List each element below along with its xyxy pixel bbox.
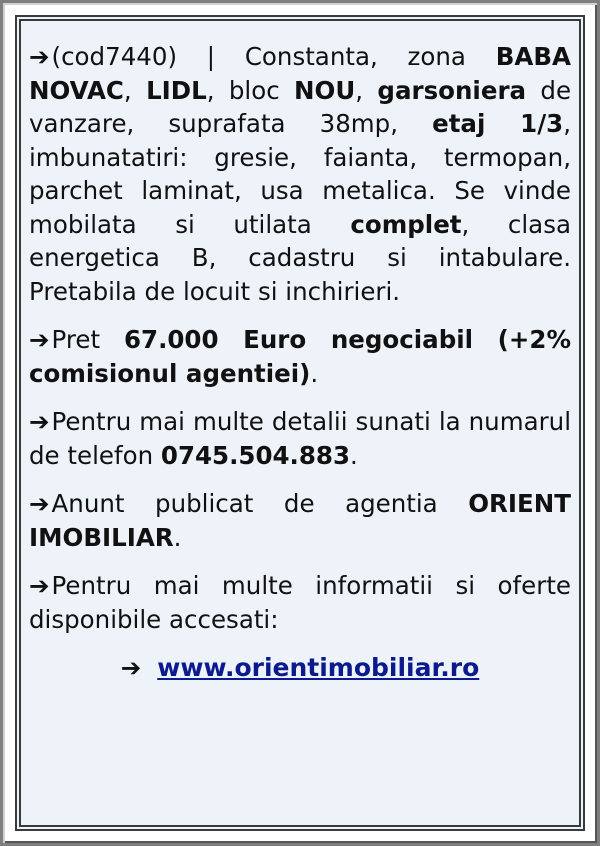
text-energy-class: , clasa energetica B, cadastru si intabulare. Pretabila de locuit si inchirieri. (29, 209, 571, 306)
text-period: . (173, 522, 182, 552)
ad-code-location: (cod7440) | Constanta, zona (51, 42, 496, 71)
arrow-icon: ➔ (29, 325, 50, 354)
agency-name: ORIENT IMOBILIAR (29, 489, 571, 552)
zone-name: BABA NOVAC (29, 42, 571, 105)
website-line (29, 651, 571, 685)
ad-description (29, 40, 571, 308)
text-area: de vanzare, suprafata 38mp, (29, 75, 572, 138)
furnishing-level: complet (350, 209, 462, 239)
arrow-icon: ➔ (29, 42, 50, 71)
text-sep: , (355, 75, 378, 105)
contact-paragraph (29, 405, 571, 472)
property-type: garsoniera (377, 75, 527, 105)
text-period: . (350, 440, 358, 470)
text-period: . (310, 358, 319, 388)
price-label: Pret (51, 325, 124, 354)
agency-text: Anunt publicat de agentia (51, 489, 469, 518)
phone-number[interactable]: 0745.504.883 (160, 440, 350, 470)
arrow-icon: ➔ (29, 489, 50, 518)
price-paragraph (29, 323, 571, 390)
arrow-icon: ➔ (29, 407, 50, 436)
text-bloc: , bloc (206, 75, 295, 105)
floor-info: etaj 1/3 (432, 109, 564, 138)
website-link[interactable]: www.orientimobiliar.ro (157, 653, 480, 682)
contact-text: Pentru mai multe detalii sunati la numarul de telefon (29, 407, 571, 470)
arrow-icon: ➔ (29, 571, 50, 600)
agency-paragraph (29, 487, 571, 554)
building-status: NOU (294, 75, 356, 105)
text-improvements: , imbunatatiri: gresie, faianta, termopan, parchet laminat, usa metalica. Se vinde mobilata si utilata (29, 109, 571, 239)
landmark: LIDL (146, 75, 207, 105)
more-info-paragraph (29, 569, 571, 636)
ad-content (29, 40, 571, 685)
text-sep: , (123, 75, 147, 105)
more-info-text: Pentru mai multe informatii si oferte disponibile accesati: (29, 571, 571, 634)
price-value: 67.000 Euro negociabil (+2% comisionul agentiei) (29, 325, 571, 388)
arrow-icon: ➔ (120, 653, 142, 682)
